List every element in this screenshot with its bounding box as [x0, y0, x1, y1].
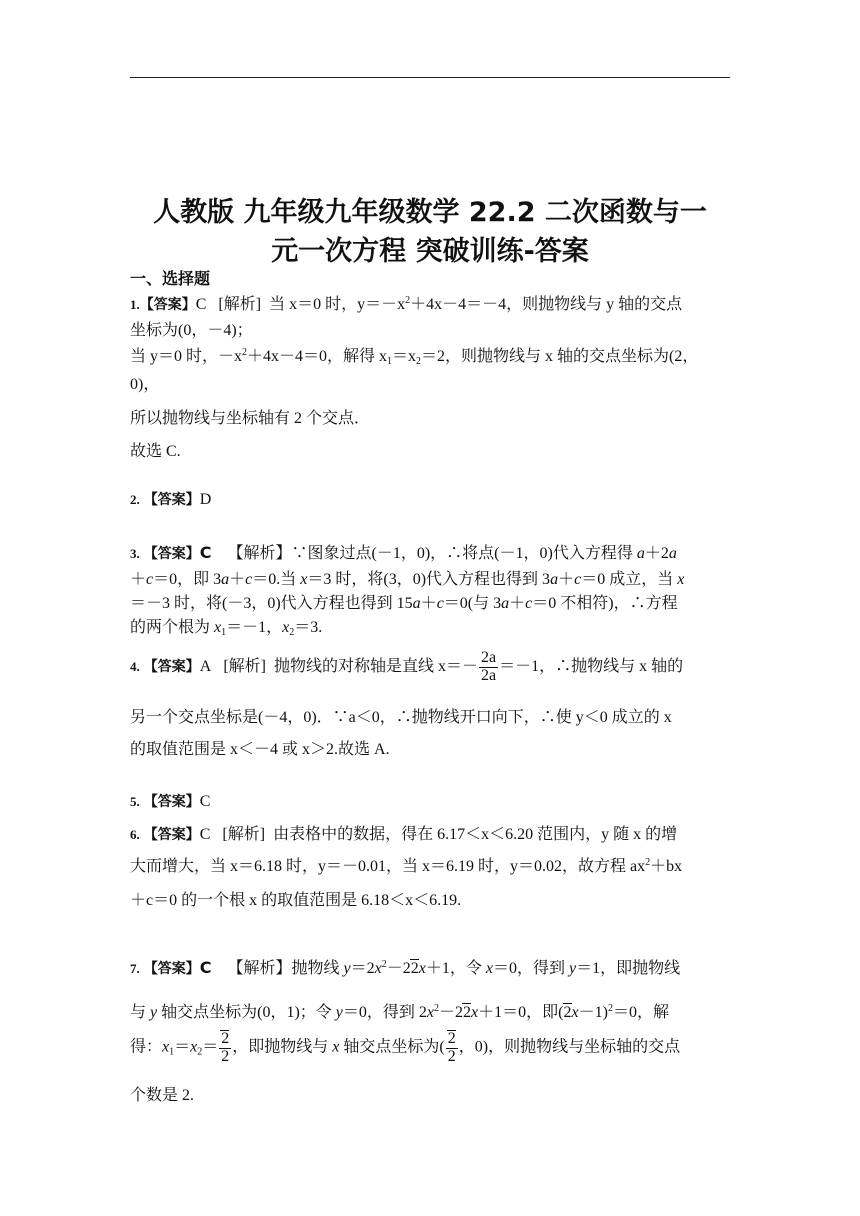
answer-item-6: 6. 【答案】C [解析] 由表格中的数据，得在 6.17＜x＜6.20 范围内，y 随 x 的增 — [130, 826, 678, 843]
answer-item-5: 5. 【答案】C — [130, 793, 211, 810]
fraction: $\frac{2}{2}$ — [447, 1030, 456, 1065]
answer-text: 所以抛物线与坐标轴有 2 个交点． — [130, 410, 371, 427]
answer-item-4: 4. 【答案】A [解析] 抛物线的对称轴是直线 x＝－ $\frac{2a}{2a}$ ＝－1，∴抛物线与 x 轴的 — [130, 649, 684, 684]
answer-text: 个数是 2. — [130, 1087, 195, 1104]
answer-item-2: 2. 【答案】D — [130, 491, 212, 508]
answer-text: 的两个根为 $x_1=-1$，$x_2=3$. — [130, 619, 323, 638]
document-title-line-2: 元一次方程 突破训练-答案 — [271, 236, 589, 267]
answer-text: 另一个交点坐标是(－4，0)．∵a＜0，∴抛物线开口向下，∴使 y＜0 成立的 x — [130, 709, 672, 726]
answer-text: 的取值范围是 x＜－4 或 x＞2.故选 A. — [130, 741, 390, 758]
fraction: $\frac{2a}{2a}$ — [481, 649, 497, 684]
answer-text: 0)， — [130, 376, 160, 393]
answer-text: 当 y＝0 时，$-x^2+4x-4=0$，解得 $x_1=x_2=2$，则抛物线与 x 轴的交点坐标为(2， — [130, 347, 699, 367]
answer-text: ＋c＝0 的一个根 x 的取值范围是 6.18＜x＜6.19. — [130, 892, 462, 909]
answer-text: ＋c＝0，即 3a＋c＝0.当 x＝3 时，将(3，0)代入方程也得到 3a＋c＝0 成立，当 x — [130, 571, 685, 588]
document-title-line-1: 人教版 九年级九年级数学 22.2 二次函数与一 — [153, 197, 707, 228]
answer-text: 与 y 轴交点坐标为(0，1)；令 y＝0，得到 $2x^2-22x+1=0$，即$(2x-1)^2=0$，解 — [130, 1003, 669, 1021]
answer-text: 坐标为(0，－4)； — [130, 322, 253, 339]
answer-text: 得：$x_1=x_2=$ $\frac{2}{2}$ ，即抛物线与 x 轴交点坐标为( $\frac{2}{2}$ ，0)，则抛物线与坐标轴的交点 — [130, 1030, 681, 1065]
section-heading: 一、选择题 — [130, 269, 211, 288]
fraction: $\frac{2}{2}$ — [221, 1030, 230, 1065]
header-rule — [130, 77, 730, 78]
answer-text: 大而增大，当 x＝6.18 时，y＝－0.01，当 x＝6.19 时，y＝0.02，故方程 $ax^2+bx$ — [130, 857, 683, 875]
answer-text: ＝－3 时，将(－3，0)代入方程也得到 15a＋c＝0(与 3a＋c＝0 不相符)，∴方程 — [130, 595, 678, 612]
answer-item-1: 1.【答案】C [解析] 当 x＝0 时，$y=-x^2+4x-4=-4$，则抛物线与 y 轴的交点 — [130, 295, 683, 313]
answer-text: 故选 C. — [130, 443, 181, 460]
answer-item-3: 3. 【答案】C 【解析】∵图象过点(－1，0)，∴将点(－1，0)代入方程得 a＋2a — [130, 543, 677, 562]
answer-item-7: 7. 【答案】C 【解析】抛物线 $y=2x^2-22x+1$，令 x＝0，得到 y＝1，即抛物线 — [130, 958, 681, 977]
